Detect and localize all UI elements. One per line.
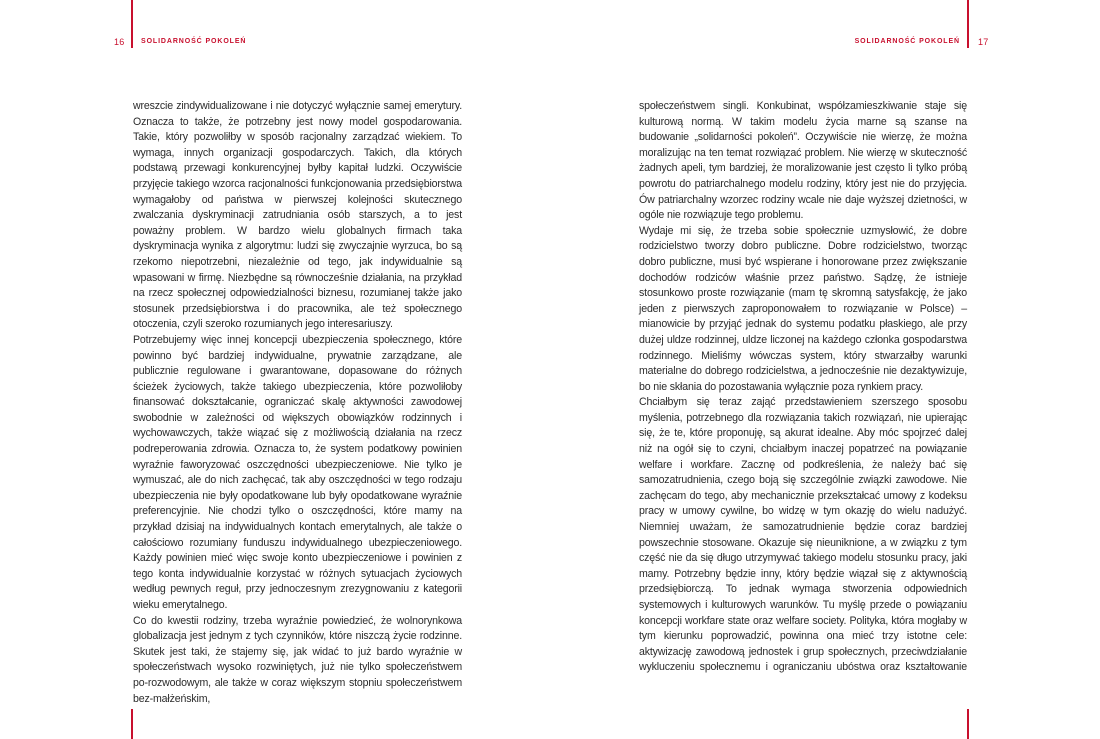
right-page-number: 17 — [978, 37, 989, 47]
left-page-text-column — [133, 99, 462, 707]
left-bottom-red-rule — [131, 709, 133, 739]
left-paragraph-2: Potrzebujemy więc innej koncepcji ubezpieczenia społecznego, które powinno być bardziej indywidualne, prywatnie zarządzane, ale publicznie regulowane i gwarantowane, dopasowane do różnych ścieżek życiowych, także takiego ubezpieczenia, które pozwoliłoby finansować dokształcanie, ograniczać skalę aktywności zawodowej swobodnie w zależności od większych obowiązków rodzinnych i wychowawczych, także wiązać się z możliwością działania na rzecz podreperowania zdrowia. Oznacza to, że system podatkowy powinien wyraźnie faworyzować oszczędności ubezpieczeniowe. Nie tylko je wymuszać, ale do nich zachęcać, tak aby oszczędności w tego rodzaju ubezpieczenia nie były opodatkowane lub były opodatkowane wyraźnie preferencyjnie. Nie chodzi tylko o oszczędności, które mamy na przykład dzisiaj na indywidualnych kontach emerytalnych, ale także o całościowo rozumiany funduszu indywidualnego ubezpieczeniowego. Każdy powinien mieć więc swoje konto ubezpieczeniowe i powinien z tego konta indywidualnie korzystać w różnych sytuacjach życiowych według pewnych reguł, przy jednoczesnym zrezygnowaniu z kategorii wieku emerytalnego. — [133, 333, 462, 611]
left-page-number: 16 — [114, 37, 125, 47]
left-top-red-rule — [131, 0, 133, 48]
left-paragraph-3: Co do kwestii rodziny, trzeba wyraźnie powiedzieć, że wolnorynkowa globalizacja jest jednym z tych czynników, które niszczą życie rodzinne. Skutek jest taki, że stajemy się, jak widać to już bardo wyraźnie w społeczeństwach wysoko rozwiniętych, już nie tylko społeczeństwem po-rozwodowym, ale także w coraz większym stopniu społeczeństwem bez-małżeńskim, — [133, 614, 462, 705]
right-paragraph-1: społeczeństwem singli. Konkubinat, współzamieszkiwanie staje się kulturową normą. W takim modelu życia marne są szanse na budowanie „solidarności pokoleń”. Oczywiście nie wierzę, że można moralizując na ten temat rozwiązać problem. Nie wierzę w skuteczność żadnych apeli, tym bardziej, że moralizowanie jest często li tylko próbą powrotu do patriarchalnego modelu rodziny, który jest nie do przyjęcia. Ów patriarchalny wzorzec rodziny wcale nie daje wyższej dzietności, w ogóle nie rozwiązuje tego problemu. — [639, 100, 967, 222]
right-top-red-rule — [967, 0, 969, 48]
left-paragraph-1: wreszcie zindywidualizowane i nie dotyczyć wyłącznie samej emerytury. Oznacza to także, że potrzebny jest nowy model gospodarowania. Takie, który pozwoliłby w sposób racjonalny zarządzać wiekiem. To wymaga, innych organizacji gospodarczych. Takich, dla których podstawą przewagi konkurencyjnej byłby kapitał ludzki. Oczywiście przyjęcie takiego wzorca racjonalności funkcjonowania przedsiębiorstwa wymagałoby od państwa w pierwszej kolejności skutecznego zwalczania dyskryminacji zatrudniania osób starszych, a to jest poważny problem. W bardzo wielu globalnych firmach taka dyskryminacja wynika z algorytmu: ludzi się zwyczajnie wyrzuca, bo są rzekomo niepotrzebni, niezależnie od tego, jak indywidualnie są wpasowani w firmę. Niezbędne są równocześnie działania, na przykład na rzecz społecznej odpowiedzialności biznesu, rozumianej także jako stosunek przedsiębiorstwa i do pracownika, ale też społecznego otoczenia, czyli szeroko rozumianych jego interesariuszy. — [133, 100, 462, 331]
right-running-title: SOLIDARNOŚĆ POKOLEŃ — [854, 38, 960, 45]
right-page-text-column — [639, 99, 967, 676]
right-paragraph-2: Wydaje mi się, że trzeba sobie społecznie uzmysłowić, że dobre rodzicielstwo tworzy dobro publiczne. Dobre rodzicielstwo, tworząc dobro publiczne, musi być wspierane i honorowane przez zwiększanie dochodów rodziców właśnie przez państwo. Sądzę, że istnieje stosunkowo proste rozwiązanie (mam tę skromną satysfakcję, że jako jeden z pierwszych zaproponowałem to rozwiązanie w Polsce) – mianowicie by przyjąć jednak do systemu podatku płaskiego, ale przy dużej uldze rodzinnej, uldze liczonej na każdego członka gospodarstwa rodzinnego. Mieliśmy wówczas system, który stwarzałby warunki materialne do dobrego rodzicielstwa, a jednocześnie nie dezaktywizuje, bo nie skłania do pozostawania wyłącznie poza rynkiem pracy. — [639, 224, 967, 393]
right-paragraph-3: Chciałbym się teraz zająć przedstawieniem szerszego sposobu myślenia, potrzebnego dla rozwiązania takich rozwiązań, nie upierając się, że te, które proponuję, są akurat idealne. Aby móc spojrzeć dalej niż na ogół się to czyni, chciałbym inaczej popatrzeć na powiązanie welfare i workfare. Zacznę od podkreślenia, że należy bać się samozatrudnienia, czego boją się szczególnie związki zawodowe. Nie zachęcam do tego, aby mechanicznie przekształcać umowy z kodeksu pracy w umowy cywilne, bo widzę w tym okazję do wielu nadużyć. Niemniej uważam, że samozatrudnienie będzie coraz bardziej powszechnie stosowane. Okazuje się nieuniknione, a w związku z tym część nie da się długo utrzymywać takiego modelu stosunku pracy, jaki mamy. Potrzebny będzie inny, który będzie wiązał się z aktywnością przedsiębiorczą. To jednak wymaga stworzenia odpowiednich systemowych i kulturowych warunków. Tu myślę przede o powiązaniu koncepcji workfare state oraz welfare society. Polityka, która mogłaby w tym kierunku poprowadzić, powinna ona mieć trzy istotne cele: aktywizację zawodową jednostek i grup społecznych, przeciwdziałanie wykluczeniu społecznemu i ograniczaniu ubóstwa oraz kształtowanie — [639, 396, 967, 674]
left-running-title: SOLIDARNOŚĆ POKOLEŃ — [141, 38, 247, 45]
right-bottom-red-rule — [967, 709, 969, 739]
